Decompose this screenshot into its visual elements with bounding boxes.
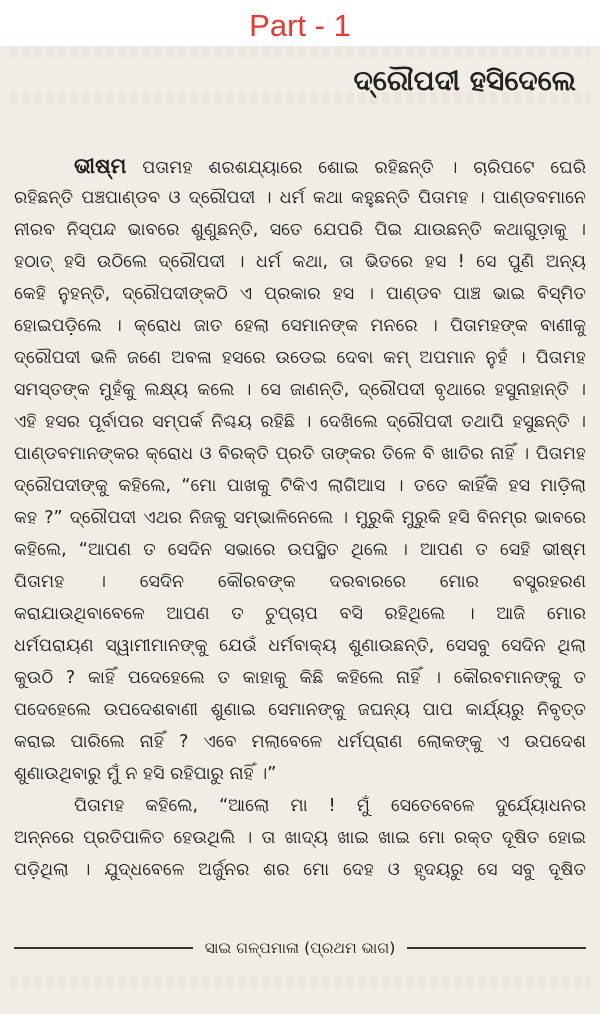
story-body — [14, 150, 586, 886]
text-line: ରହିଛନ୍ତି ପଞ୍ଚପାଣ୍ଡବ ଓ ଦ୍ରୌପଦୀ । ଧର୍ମ କଥା କହୁଛନ୍ତି ପିତାମହ । ପାଣ୍ଡବମାନେ — [14, 188, 586, 208]
page-footer — [14, 935, 586, 961]
footer-rule-right — [407, 947, 586, 949]
text-line: ପାଣ୍ଡବମାନଙ୍କର କ୍ରୋଧ ଓ ବିରକ୍ତି ପ୍ରତି ତାଙ୍କର ତିଳେ ବି ଖାତିର ନାହିଁ । ପିତାମହ — [14, 444, 586, 464]
text-line: ପିତାମହ କହିଲେ, “ଆଲୋ ମା ! ମୁଁ ସେତେବେଳେ ଦୁର୍ଯ୍ୟୋଧନର — [74, 796, 586, 816]
text-line: ହଠାତ୍ ହସି ଉଠିଲେ ଦ୍ରୌପଦୀ । ଧର୍ମ କଥା, ତା ଭିତରେ ହସ ! ସେ ପୁଣି ଅନ୍ୟ — [14, 252, 586, 272]
text-line: ପିତାମହ । ସେଦିନ କୌରବଙ୍କ ଦରବାରରେ ମୋର ବସ୍ତ୍ରହରଣ — [14, 572, 586, 592]
text-line: କହ ?” ଦ୍ରୌପଦୀ ଏଥର ନିଜକୁ ସମ୍ଭାଳିନେଲେ । ମୁରୁକି ମୁରୁକି ହସି ବିନମ୍ର ଭାବରେ — [14, 508, 586, 528]
text-line: କୁଉଠି ? କାହିଁ ପଦେହେଲେ ତ କାହାକୁ କିଛି କହିଲେ ନାହିଁ । କୌରବମାନଙ୍କୁ ତ — [14, 668, 586, 688]
footer-rule-left — [14, 947, 193, 949]
bleed-through-decoration — [10, 46, 590, 58]
story-title: ଦ୍ରୌପଦୀ ହସିଦେଲେ — [353, 64, 576, 97]
text-line: ଶୁଣାଉଥିବାରୁ ମୁଁ ନ ହସି ରହିପାରୁ ନାହିଁ ।” — [14, 764, 277, 784]
text-line: କରାଇ ପାରିଲେ ନାହିଁ ? ଏବେ ମଲାବେଳେ ଧର୍ମପ୍ରାଣ ଲୋକଙ୍କୁ ଏ ଉପଦେଶ — [14, 732, 586, 752]
book-page — [0, 46, 600, 1014]
text-line: ଧର୍ମପରାୟଣ ସ୍ୱାମୀମାନଙ୍କୁ ଯେଉଁ ଧର୍ମବାକ୍ୟ ଶୁଣାଉଛନ୍ତି, ସେସବୁ ସେଦିନ ଥିଲା — [14, 636, 586, 656]
part-label: Part - 1 — [249, 8, 351, 43]
bleed-through-decoration — [10, 976, 590, 988]
text-line: ଏହି ହସର ପୂର୍ବାପର ସମ୍ପର୍କ ନିଶ୍ଚୟ ରହିଛି । ଦେଖିଲେ ଦ୍ରୌପଦୀ ତଥାପି ହସୁଛନ୍ତି । — [14, 412, 586, 432]
text-line: କରାଯାଉଥିବାବେଳେ ଆପଣ ତ ଚୁପ୍‌ଚାପ ବସି ରହିଥିଲେ । ଆଜି ମୋର — [14, 604, 586, 624]
text-line: କହିଲେ, “ଆପଣ ତ ସେଦିନ ସଭାରେ ଉପସ୍ଥିତ ଥିଲେ । ଆପଣ ତ ସେହି ଭୀଷ୍ମ — [14, 540, 586, 560]
dropcap-word: ଭୀଷ୍ମ — [74, 154, 127, 178]
text-line: ନୀରବ ନିସ୍ପନ୍ଦ ଭାବରେ ଶୁଣୁଛନ୍ତି, ସତେ ଯେପରି ପିଇ ଯାଉଛନ୍ତି କଥାଗୁଡ଼ାକୁ । — [14, 220, 586, 240]
text-line: ଦ୍ରୌପଦୀ ଭଳି ଜଣେ ଅବଳା ହସରେ ଉଡେଇ ଦେବା କମ୍ ଅପମାନ ନୁହଁ । ପିତାମହ — [14, 348, 586, 368]
book-title-footer: ସାଇ ଗଳ୍ପମାଳା (ପ୍ରଥମ ଭାଗ) — [204, 938, 396, 957]
text-line: ସମସ୍ତଙ୍କ ମୁହଁକୁ ଲକ୍ଷ୍ୟ କଲେ । ସେ ଜାଣନ୍ତି, ଦ୍ରୌପଦୀ ବୃଥାରେ ହସୁନାହାନ୍ତି । — [14, 380, 586, 400]
text-line: କେହି ନୁହନ୍ତି, ଦ୍ରୌପଦୀଙ୍କଠି ଏ ପ୍ରକାର ହସ । ପାଣ୍ଡବ ପାଞ୍ଚ ଭାଇ ବିସ୍ମିତ — [14, 284, 586, 304]
text-line: ଅନ୍ନରେ ପ୍ରତିପାଳିତ ହେଉଥିଲି । ତା ଖାଦ୍ୟ ଖାଇ ଖାଇ ମୋ ରକ୍ତ ଦୂଷିତ ହୋଇ — [14, 828, 586, 848]
text-line: ପଡ଼ିଥିଲା । ଯୁଦ୍ଧବେଳେ ଅର୍ଜୁନର ଶର ମୋ ଦେହ ଓ ହୃଦୟରୁ ସେ ସବୁ ଦୂଷିତ — [14, 860, 586, 880]
text-line: ଭୀଷ୍ମ ପତାମହ ଶରଶଯ୍ୟାରେ ଶୋଇ ରହିଛନ୍ତି । ଚାରିପଟେ ଘେରି — [74, 154, 586, 178]
text-line: ଦ୍ରୌପଦୀଙ୍କୁ କହିଲେ, “ମୋ ପାଖକୁ ଟିକିଏ ଲାଗିଆସ । ତତେ କାହିଁକି ହସ ମାଡ଼ିଲା — [14, 476, 586, 496]
text-line: ପଦେହେଲେ ଉପଦେଶବାଣୀ ଶୁଣାଇ ସେମାନଙ୍କୁ ଜଘନ୍ୟ ପାପ କାର୍ଯ୍ୟରୁ ନିବୃତ୍ତ — [14, 700, 586, 720]
text-line: ହୋଇପଡ଼ିଲେ । କ୍ରୋଧ ଜାତ ହେଲା ସେମାନଙ୍କ ମନରେ । ପିତାମହଙ୍କ ବାଣୀକୁ — [14, 316, 586, 336]
